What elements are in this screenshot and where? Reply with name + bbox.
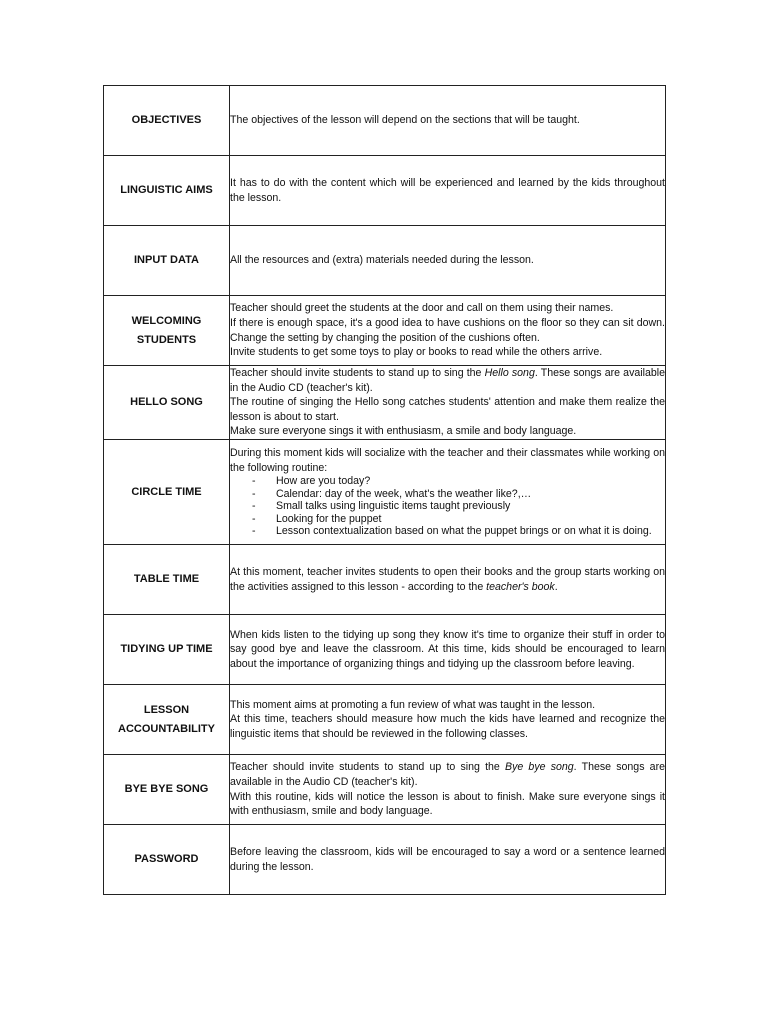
row-lesson-accountability: [104, 685, 666, 755]
description-text: The routine of singing the Hello song catches students' attention and make them realize the lesson is about to start.: [230, 396, 665, 423]
row-label: PASSWORD: [104, 825, 230, 895]
description-text: Invite students to get some toys to play or books to read while the others arrive.: [230, 346, 603, 359]
description-text: If there is enough space, it's a good idea to have cushions on the floor so they can sit down. Change the setting by changing the position of the cushions often.: [230, 316, 665, 344]
description-text: At this time, teachers should measure how much the kids have learned and recognize the linguistic items that should be reviewed in the following classes.: [230, 713, 665, 740]
row-description: [230, 615, 666, 685]
row-label: LESSON ACCOUNTABILITY: [104, 685, 230, 755]
row-table-time: [104, 545, 666, 615]
description-text: Make sure everyone sings it with enthusiasm, a smile and body language.: [230, 425, 577, 438]
row-description: [230, 86, 666, 156]
description-text: When kids listen to the tidying up song they know it's time to organize their stuff in order to say good bye and leave the classroom. At this time, kids should be encouraged to learn about the importance of organizing things and tidying up the classroom before leaving.: [230, 628, 665, 670]
song-title: Hello song: [484, 367, 535, 380]
row-hello-song: [104, 366, 666, 440]
row-label: HELLO SONG: [104, 366, 230, 440]
row-description: [230, 825, 666, 895]
row-welcoming-students: [104, 296, 666, 366]
song-title: Bye bye song: [505, 761, 574, 774]
row-label: BYE BYE SONG: [104, 755, 230, 825]
row-tidying-up-time: [104, 615, 666, 685]
description-text: [230, 760, 665, 789]
row-objectives: [104, 86, 666, 156]
list-item: - Small talks using linguistic items taught previously: [230, 500, 665, 513]
row-label: LINGUISTIC AIMS: [104, 156, 230, 226]
row-input-data: [104, 226, 666, 296]
row-label: OBJECTIVES: [104, 86, 230, 156]
row-label: TIDYING UP TIME: [104, 615, 230, 685]
row-circle-time: [104, 440, 666, 545]
text-span: Teacher should invite students to stand up to sing the: [230, 367, 485, 380]
routine-list: [230, 475, 665, 538]
list-item: - Lesson contextualization based on what the puppet brings or on what it is doing.: [230, 525, 665, 538]
row-description: [230, 755, 666, 825]
description-text: [230, 366, 665, 395]
row-description: [230, 156, 666, 226]
row-label: INPUT DATA: [104, 226, 230, 296]
description-text: [230, 565, 665, 594]
row-description: [230, 685, 666, 755]
description-text: This moment aims at promoting a fun review of what was taught in the lesson.: [230, 698, 596, 711]
text-span: . These songs are available in the Audio CD (teacher's kit).: [230, 367, 665, 394]
list-item: - Looking for the puppet: [230, 513, 665, 526]
list-item: - How are you today?: [230, 475, 665, 488]
description-text: The objectives of the lesson will depend on the sections that will be taught.: [230, 114, 580, 127]
text-span: Teacher should invite students to stand up to sing the: [230, 761, 505, 774]
text-span: At this moment, teacher invites students to open their books and the group starts working on the activities assigned to this lesson - according to the: [230, 565, 665, 593]
row-label: TABLE TIME: [104, 545, 230, 615]
description-text: During this moment kids will socialize with the teacher and their classmates while working on the following routine:: [230, 446, 665, 474]
row-label: WELCOMING STUDENTS: [104, 296, 230, 366]
description-text: It has to do with the content which will be experienced and learned by the kids throughout the lesson.: [230, 176, 665, 204]
lesson-plan-table: [103, 85, 666, 895]
book-title: teacher's book: [486, 580, 555, 593]
row-description: [230, 226, 666, 296]
row-description: [230, 440, 666, 545]
text-span: .: [554, 580, 558, 593]
row-description: [230, 545, 666, 615]
row-description: [230, 296, 666, 366]
row-label: CIRCLE TIME: [104, 440, 230, 545]
description-text: Before leaving the classroom, kids will be encouraged to say a word or a sentence learned during the lesson.: [230, 845, 665, 873]
row-description: [230, 366, 666, 440]
list-item: - Calendar: day of the week, what's the weather like?,…: [230, 488, 665, 501]
row-linguistic-aims: [104, 156, 666, 226]
row-password: [104, 825, 666, 895]
text-span: . These songs are available in the Audio CD (teacher's kit).: [230, 761, 665, 788]
description-text: All the resources and (extra) materials needed during the lesson.: [230, 254, 534, 267]
description-text: Teacher should greet the students at the door and call on them using their names.: [230, 302, 614, 315]
row-bye-bye-song: [104, 755, 666, 825]
description-text: With this routine, kids will notice the lesson is about to finish. Make sure everyone sings it with enthusiasm, smile and body language.: [230, 790, 665, 818]
